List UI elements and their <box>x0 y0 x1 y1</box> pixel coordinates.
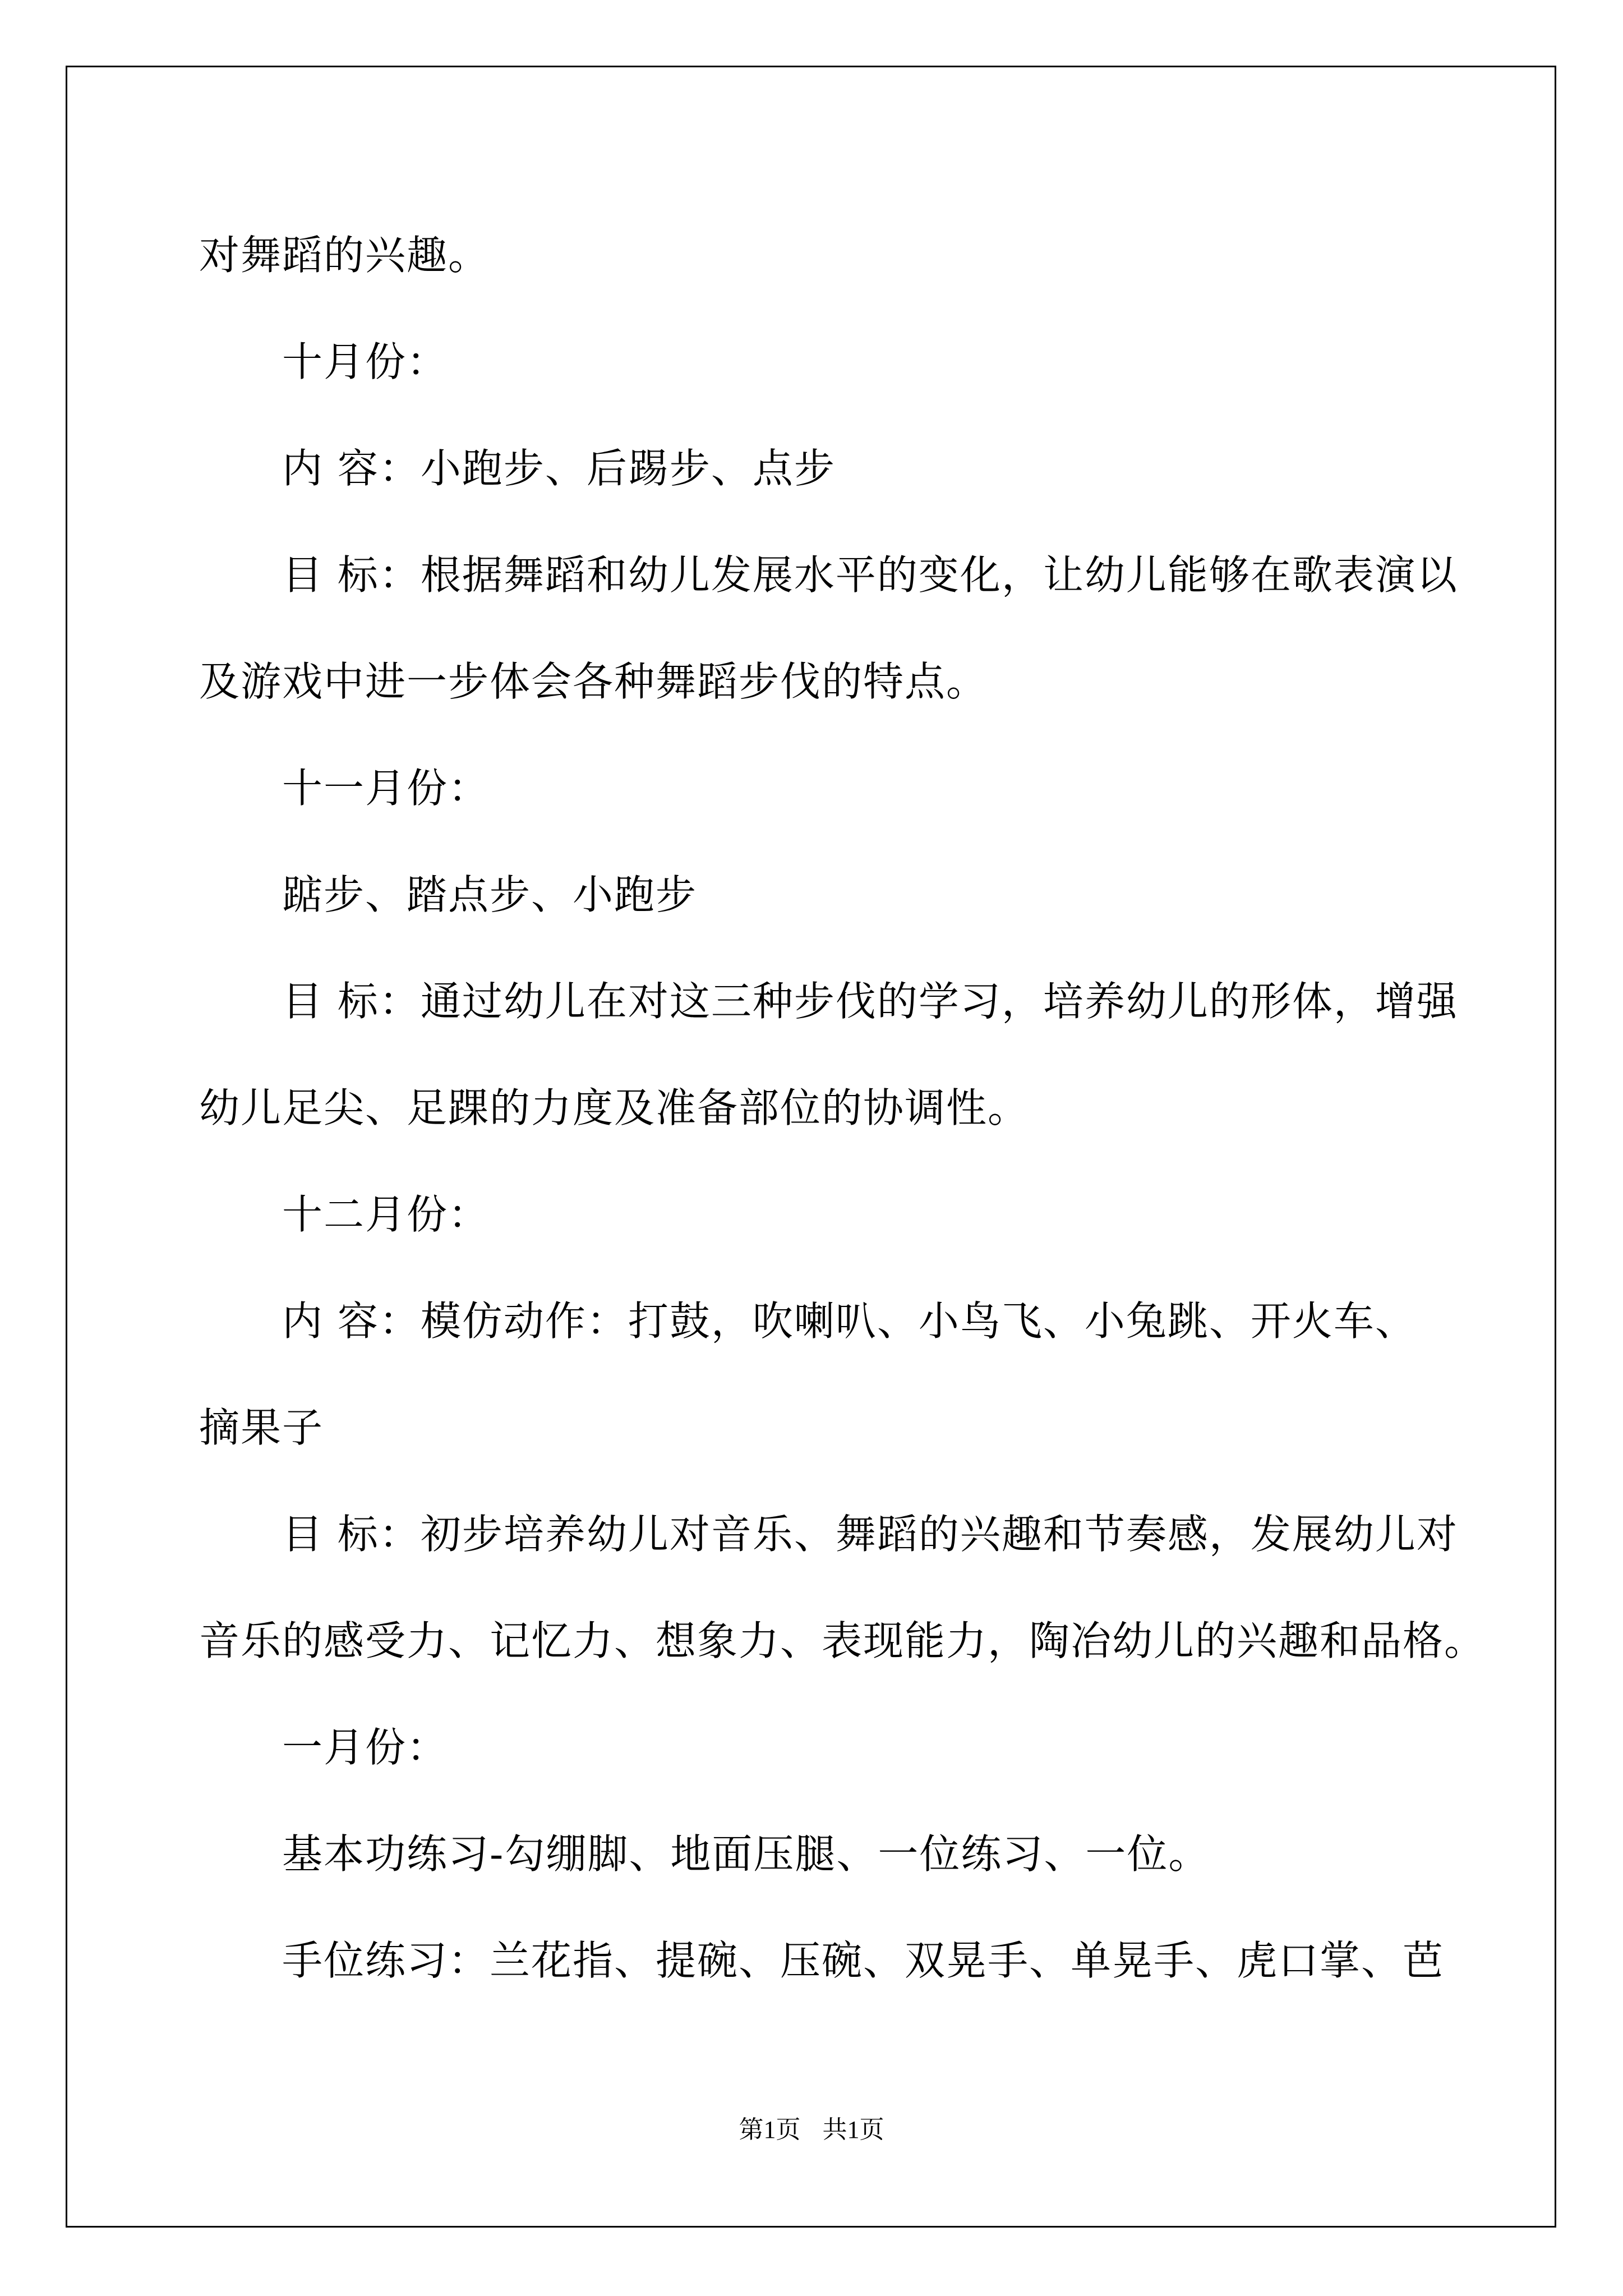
section-heading-december: 十二月份： <box>282 1191 490 1238</box>
section-heading-october: 十月份： <box>282 338 449 385</box>
paragraph-line: 内 容：模仿动作：打鼓，吹喇叭、小鸟飞、小兔跳、开火车、 <box>282 1297 1417 1345</box>
paragraph-line: 对舞蹈的兴趣。 <box>199 232 490 279</box>
paragraph-line: 幼儿足尖、足踝的力度及准备部位的协调性。 <box>199 1084 1030 1131</box>
document-body <box>199 202 1486 2014</box>
paragraph-line: 手位练习：兰花指、提碗、压碗、双晃手、单晃手、虎口掌、芭 <box>282 1937 1445 1984</box>
paragraph-line: 摘果子 <box>199 1404 324 1451</box>
page-footer <box>0 2109 1623 2145</box>
paragraph-line: 音乐的感受力、记忆力、想象力、表现能力，陶冶幼儿的兴趣和品格。 <box>199 1617 1486 1664</box>
paragraph-line: 踮步、踏点步、小跑步 <box>282 871 698 918</box>
paragraph-line: 基本功练习-勾绷脚、地面压腿、一位练习、一位。 <box>282 1830 1210 1878</box>
paragraph-line: 目 标：通过幼儿在对这三种步伐的学习，培养幼儿的形体，增强 <box>282 978 1458 1025</box>
page-number-current: 第1页 <box>739 2116 801 2143</box>
section-heading-november: 十一月份： <box>282 765 490 812</box>
paragraph-line: 及游戏中进一步体会各种舞蹈步伐的特点。 <box>199 658 988 705</box>
paragraph-line: 目 标：根据舞蹈和幼儿发展水平的变化，让幼儿能够在歌表演以 <box>282 551 1458 599</box>
section-heading-january: 一月份： <box>282 1724 449 1771</box>
page-number-total: 共1页 <box>822 2116 884 2143</box>
paragraph-line: 内 容：小跑步、后踢步、点步 <box>282 445 836 492</box>
paragraph-line: 目 标：初步培养幼儿对音乐、舞蹈的兴趣和节奏感，发展幼儿对 <box>282 1511 1458 1558</box>
